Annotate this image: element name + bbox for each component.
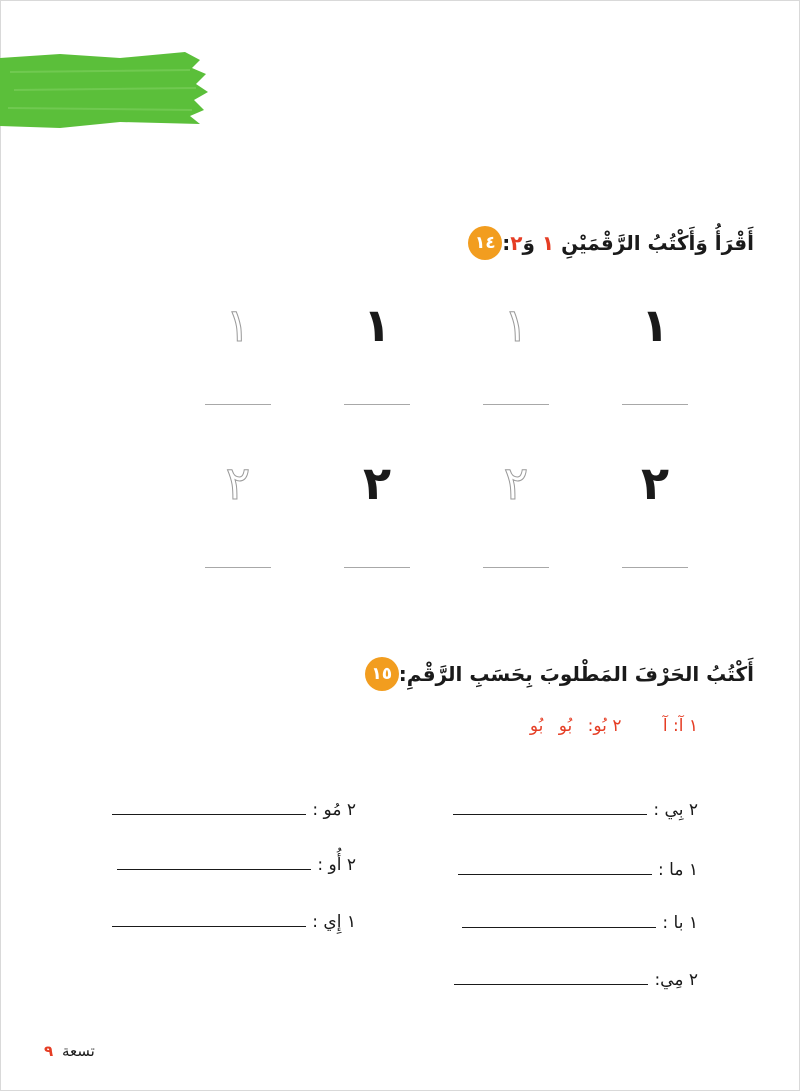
exercise-15-instruction: أَكْتُبُ الحَرْفَ المَطْلوبَ بِحَسَبِ الرَّقْمِ:	[398, 662, 754, 686]
answer-blank[interactable]	[112, 912, 306, 927]
exercise-14-digit-a: ١	[541, 231, 555, 255]
writing-line[interactable]	[205, 567, 271, 568]
answer-prompt: ٢ مُو :	[312, 800, 356, 820]
answer-row	[462, 913, 698, 933]
writing-line[interactable]	[344, 567, 410, 568]
answer-prompt: ١ ما :	[658, 860, 698, 880]
answer-blank[interactable]	[112, 800, 306, 815]
answer-prompt: ٢ بِي :	[653, 800, 698, 820]
writing-line[interactable]	[622, 567, 688, 568]
digit-glyph: ١	[225, 298, 251, 352]
writing-line[interactable]	[483, 567, 549, 568]
writing-line[interactable]	[622, 404, 688, 405]
page-footer	[44, 1042, 95, 1060]
exercise-15-badge: ١٥	[365, 657, 399, 691]
page-number: ٩	[44, 1042, 54, 1060]
answer-prompt: ٢ أُو :	[317, 855, 356, 875]
exercise-14-instruction	[502, 231, 754, 255]
lesson-label: الدَّرسُ الأوّلُ	[688, 72, 766, 90]
digit-glyph: ٢	[503, 456, 529, 510]
answer-prompt: ١ إِي :	[312, 912, 356, 932]
digit-glyph: ٢	[640, 456, 670, 510]
exercise-14-digit-b: ٢	[510, 231, 523, 255]
lesson-banner	[0, 52, 210, 128]
answer-blank[interactable]	[454, 970, 648, 985]
answer-row	[458, 860, 698, 880]
answer-prompt: ١ با :	[662, 913, 698, 933]
writing-line[interactable]	[483, 404, 549, 405]
lesson-title: عائِلَتي الصَّغيرَةُ	[641, 92, 784, 114]
digit-trace	[205, 298, 271, 352]
writing-line[interactable]	[344, 404, 410, 405]
answer-prompt: ٢ مِي:	[654, 970, 698, 990]
exercise-14-conj: وَ	[522, 231, 535, 255]
exercise-14-badge: ١٤	[468, 226, 502, 260]
digit-model	[622, 298, 688, 352]
digit-model	[622, 456, 688, 510]
digit-glyph: ١	[640, 298, 670, 352]
example-second-a: بُو	[558, 716, 573, 736]
digit-trace	[483, 456, 549, 510]
answer-row	[112, 912, 356, 932]
answer-row	[117, 855, 356, 875]
example-first: ١ آ: آ	[662, 716, 698, 736]
exercise-14-colon: :	[502, 231, 511, 255]
answer-blank[interactable]	[117, 855, 311, 870]
digit-trace	[483, 298, 549, 352]
writing-line[interactable]	[205, 404, 271, 405]
digit-glyph: ٢	[225, 456, 251, 510]
answer-blank[interactable]	[462, 913, 656, 928]
answer-row	[112, 800, 356, 820]
digit-glyph: ٢	[362, 456, 392, 510]
answer-blank[interactable]	[453, 800, 647, 815]
example-second-label: ٢ بُو:	[587, 716, 622, 736]
answer-blank[interactable]	[458, 860, 652, 875]
digit-model	[344, 456, 410, 510]
example-second-b: بُو	[529, 716, 544, 736]
exercise-14-text: أَقْرَأُ وَأَكْتُبُ الرَّقْمَيْنِ	[561, 231, 754, 255]
digit-glyph: ١	[362, 298, 392, 352]
exercise-14-header	[456, 226, 754, 260]
answer-row	[454, 970, 698, 990]
brush-stroke-shape	[0, 52, 210, 128]
digit-model	[344, 298, 410, 352]
exercise-15-example	[520, 716, 698, 736]
answer-row	[453, 800, 698, 820]
page-number-word: تسعة	[61, 1042, 95, 1060]
digit-glyph: ١	[503, 298, 529, 352]
exercise-15-header	[353, 657, 754, 691]
digit-trace	[205, 456, 271, 510]
